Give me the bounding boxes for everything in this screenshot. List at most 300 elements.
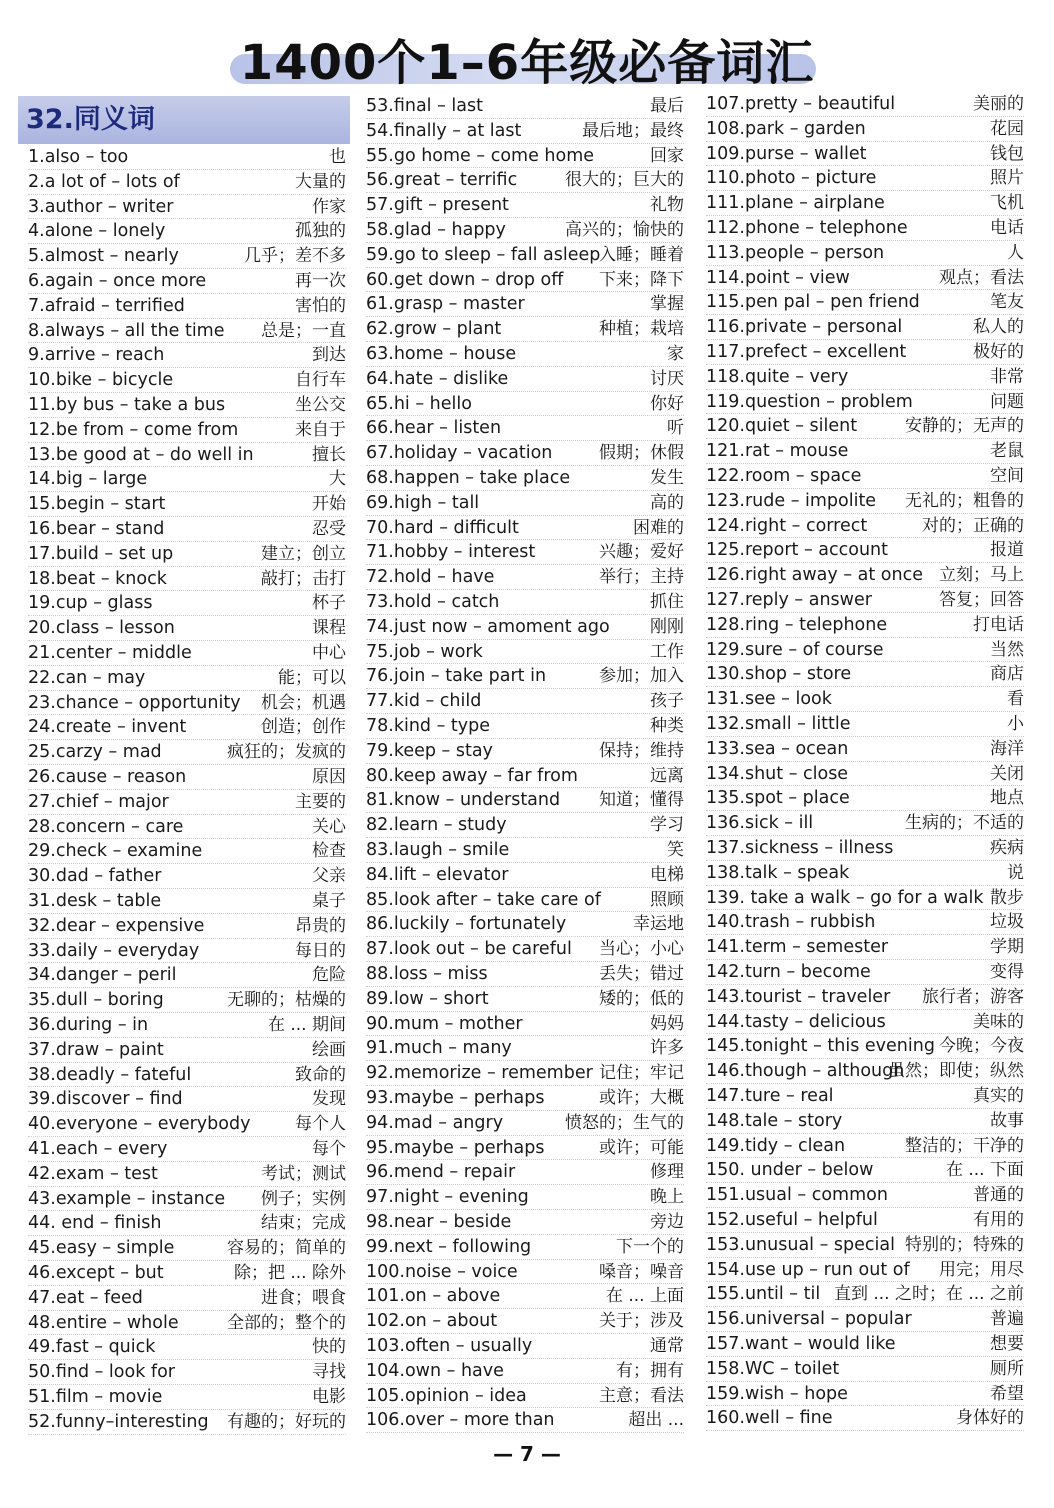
vocab-chinese: 美丽的: [973, 94, 1024, 114]
vocab-english: 1.also – too: [28, 147, 129, 167]
vocab-english: 51.film – movie: [28, 1387, 163, 1407]
vocab-entry: [706, 861, 1024, 886]
vocab-chinese: 种植；栽培: [599, 319, 684, 340]
vocab-english: 55.go home – come home: [366, 145, 595, 166]
vocab-chinese: 人: [1007, 242, 1024, 263]
vocab-entry: [366, 838, 684, 863]
vocab-entry: [366, 466, 684, 491]
vocab-english: 82.learn – study: [366, 815, 507, 836]
vocab-english: 139. take a walk – go for a walk: [706, 887, 984, 908]
vocab-chinese: 考试；测试: [261, 1163, 346, 1184]
vocab-english: 147.ture – real: [706, 1086, 834, 1106]
vocab-chinese: 除；把 ... 除外: [233, 1263, 346, 1283]
vocab-english: 148.tale – story: [706, 1110, 843, 1131]
vocab-entry: [706, 439, 1024, 464]
vocab-english: 115.pen pal – pen friend: [706, 292, 920, 313]
vocab-entry: [366, 1334, 684, 1359]
vocab-chinese: 孩子: [650, 691, 684, 712]
vocab-entry: [366, 441, 684, 466]
vocab-chinese: 大: [329, 469, 346, 490]
vocab-english: 8.always – all the time: [28, 320, 225, 341]
vocab-english: 21.center – middle: [28, 643, 192, 663]
vocab-english: 133.sea – ocean: [706, 738, 849, 759]
vocab-entry: [366, 1036, 684, 1061]
vocab-entry: [706, 786, 1024, 811]
vocab-entry: [28, 1087, 346, 1112]
vocab-entry: [366, 268, 684, 293]
vocab-english: 72.hold – have: [366, 567, 495, 588]
vocab-english: 47.eat – feed: [28, 1287, 143, 1308]
vocab-chinese: 当心；小心: [599, 939, 684, 960]
vocab-chinese: 用完；用尽: [939, 1259, 1024, 1280]
vocab-english: 140.trash – rubbish: [706, 912, 876, 933]
vocab-chinese: 主要的: [295, 791, 346, 812]
vocab-chinese: 立刻；马上: [939, 565, 1024, 586]
vocab-chinese: 看: [1007, 689, 1024, 710]
vocab-english: 103.often – usually: [366, 1336, 533, 1356]
vocab-entry: [28, 1311, 346, 1336]
vocab-entry: [366, 739, 684, 764]
vocab-english: 48.entire – whole: [28, 1312, 179, 1333]
vocab-chinese: 种类: [650, 716, 684, 736]
vocab-entry: [28, 715, 346, 740]
vocab-entry: [706, 241, 1024, 266]
vocab-chinese: 全部的；整个的: [227, 1312, 346, 1333]
vocab-entry: [28, 542, 346, 567]
vocab-english: 123.rude – impolite: [706, 490, 877, 511]
vocab-entry: [706, 315, 1024, 340]
vocab-chinese: 或许；可能: [599, 1137, 684, 1158]
vocab-chinese: 工作: [650, 641, 684, 662]
section-header: [18, 96, 350, 144]
vocab-english: 92.memorize – remember: [366, 1063, 593, 1084]
vocab-chinese: 每日的: [295, 940, 346, 961]
vocab-english: 19.cup – glass: [28, 593, 153, 614]
vocab-english: 117.prefect – excellent: [706, 342, 907, 362]
vocab-entry: [366, 367, 684, 392]
vocab-english: 52.funny–interesting: [28, 1411, 209, 1432]
vocab-english: 95.maybe – perhaps: [366, 1137, 545, 1158]
vocab-entry: [366, 292, 684, 317]
vocab-entry: [366, 516, 684, 541]
vocab-entry: [28, 1137, 346, 1162]
vocab-chinese: 地点: [990, 788, 1024, 809]
vocab-chinese: 最后地；最终: [582, 120, 684, 141]
vocab-entry: [706, 588, 1024, 613]
vocab-entry: [366, 491, 684, 516]
vocab-english: 79.keep – stay: [366, 740, 493, 761]
vocab-english: 131.see – look: [706, 689, 832, 710]
vocab-english: 122.room – space: [706, 466, 862, 486]
vocab-entry: [706, 563, 1024, 588]
vocab-english: 11.by bus – take a bus: [28, 395, 226, 415]
vocab-english: 121.rat – mouse: [706, 441, 849, 462]
vocab-english: 22.can – may: [28, 667, 146, 688]
vocab-chinese: 普遍: [990, 1309, 1024, 1330]
vocab-chinese: 旅行者；游客: [922, 986, 1024, 1007]
vocab-english: 156.universal – popular: [706, 1309, 912, 1330]
vocab-english: 111.plane – airplane: [706, 193, 885, 214]
vocab-chinese: 报道: [990, 540, 1024, 561]
vocab-english: 151.usual – common: [706, 1185, 888, 1206]
vocab-chinese: 电梯: [650, 864, 684, 885]
vocab-entry: [28, 740, 346, 765]
vocab-chinese: 检查: [312, 841, 346, 862]
vocab-chinese: 假期；休假: [599, 443, 684, 464]
vocab-entry: [28, 1410, 346, 1435]
vocab-chinese: 大量的: [295, 171, 346, 192]
vocab-english: 27.chief – major: [28, 791, 169, 812]
vocab-english: 3.author – writer: [28, 196, 174, 217]
vocab-english: 24.create – invent: [28, 717, 187, 738]
vocab-chinese: 家: [667, 344, 684, 364]
vocab-chinese: 坐公交: [295, 395, 346, 415]
vocab-chinese: 能；可以: [278, 667, 346, 688]
vocab-english: 64.hate – dislike: [366, 368, 509, 389]
vocab-chinese: 虽然；即使；纵然: [888, 1061, 1024, 1082]
vocab-english: 80.keep away – far from: [366, 765, 578, 786]
vocab-entry: [28, 219, 346, 244]
vocab-entry: [706, 886, 1024, 911]
vocab-english: 70.hard – difficult: [366, 517, 519, 538]
vocab-entry: [28, 691, 346, 716]
vocab-entry: [366, 1185, 684, 1210]
vocab-chinese: 私人的: [973, 317, 1024, 338]
vocab-chinese: 中心: [312, 643, 346, 663]
vocab-entry: [706, 737, 1024, 762]
vocab-entry: [366, 243, 684, 268]
vocab-english: 109.purse – wallet: [706, 143, 867, 164]
vocab-chinese: 花园: [990, 118, 1024, 139]
vocab-chinese: 发生: [650, 468, 684, 488]
vocab-english: 113.people – person: [706, 242, 885, 263]
vocab-english: 69.high – tall: [366, 492, 480, 513]
vocab-english: 63.home – house: [366, 344, 517, 364]
vocab-entry: [366, 1086, 684, 1111]
vocab-english: 87.look out – be careful: [366, 939, 572, 960]
vocab-entry: [706, 538, 1024, 563]
vocab-chinese: 入睡；睡着: [599, 244, 684, 265]
vocab-english: 104.own – have: [366, 1360, 504, 1381]
vocab-entry: [706, 1233, 1024, 1258]
vocab-chinese: 保持；维持: [599, 740, 684, 761]
vocab-english: 13.be good at – do well in: [28, 444, 254, 465]
vocab-entry: [366, 94, 684, 119]
vocab-chinese: 观点；看法: [939, 267, 1024, 288]
section-title: 32.同义词: [26, 104, 155, 135]
vocab-entry: [28, 269, 346, 294]
vocab-entry: [706, 290, 1024, 315]
vocab-english: 93.maybe – perhaps: [366, 1088, 545, 1108]
vocab-english: 73.hold – catch: [366, 592, 500, 612]
vocab-english: 18.beat – knock: [28, 568, 167, 589]
vocab-entry: [366, 1309, 684, 1334]
vocab-english: 26.cause – reason: [28, 767, 187, 787]
vocab-entry: [706, 811, 1024, 836]
vocab-entry: [706, 662, 1024, 687]
vocab-english: 125.report – account: [706, 540, 889, 561]
vocab-entry: [366, 1136, 684, 1161]
vocab-english: 144.tasty – delicious: [706, 1011, 886, 1032]
vocab-chinese: 快的: [312, 1337, 346, 1358]
vocab-english: 16.bear – stand: [28, 519, 165, 539]
vocab-chinese: 问题: [990, 391, 1024, 412]
vocab-entry: [28, 815, 346, 840]
vocab-entry: [28, 1286, 346, 1311]
vocab-english: 106.over – more than: [366, 1410, 555, 1431]
vocab-english: 75.job – work: [366, 641, 483, 662]
vocab-chinese: 普通的: [973, 1185, 1024, 1206]
vocab-entry: [366, 1061, 684, 1086]
vocab-chinese: 特别的；特殊的: [905, 1234, 1024, 1255]
vocab-chinese: 结束；完成: [261, 1213, 346, 1234]
vocab-english: 97.night – evening: [366, 1187, 529, 1208]
vocab-english: 35.dull – boring: [28, 990, 164, 1011]
vocab-english: 127.reply – answer: [706, 590, 872, 610]
vocab-entry: [366, 1384, 684, 1409]
vocab-chinese: 真实的: [973, 1086, 1024, 1106]
vocab-entry: [706, 1183, 1024, 1208]
vocab-entry: [366, 863, 684, 888]
vocab-entry: [28, 145, 346, 170]
vocab-english: 74.just now – amoment ago: [366, 616, 610, 637]
vocab-english: 142.turn – become: [706, 962, 871, 982]
vocab-chinese: 想要: [990, 1334, 1024, 1354]
vocab-english: 118.quite – very: [706, 366, 849, 387]
vocab-chinese: 海洋: [990, 738, 1024, 759]
vocab-english: 108.park – garden: [706, 118, 866, 139]
vocab-chinese: 极好的: [973, 342, 1024, 362]
vocab-entry: [366, 937, 684, 962]
vocab-entry: [366, 714, 684, 739]
vocab-english: 61.grasp – master: [366, 294, 525, 315]
vocab-entry: [706, 191, 1024, 216]
vocab-chinese: 兴趣；爱好: [599, 542, 684, 563]
vocab-chinese: 下来；降下: [599, 269, 684, 290]
vocab-english: 71.hobby – interest: [366, 542, 536, 563]
vocab-entry: [706, 910, 1024, 935]
vocab-chinese: 愤怒的；生气的: [565, 1112, 684, 1133]
vocab-entry: [706, 1258, 1024, 1283]
vocab-entry: [366, 392, 684, 417]
vocab-chinese: 刚刚: [650, 616, 684, 637]
vocab-chinese: 每个: [312, 1139, 346, 1159]
vocab-chinese: 忍受: [312, 519, 346, 539]
vocab-english: 91.much – many: [366, 1038, 512, 1059]
vocab-english: 107.pretty – beautiful: [706, 94, 896, 114]
page-header: [0, 14, 1054, 94]
vocab-english: 124.right – correct: [706, 515, 868, 536]
vocab-chinese: 原因: [312, 767, 346, 787]
vocab-entry: [28, 864, 346, 889]
vocab-entry: [366, 1408, 684, 1433]
vocab-entry: [706, 1282, 1024, 1307]
vocab-entry: [28, 616, 346, 641]
vocab-english: 65.hi – hello: [366, 393, 472, 414]
vocab-entry: [28, 666, 346, 691]
vocab-chinese: 开始: [312, 494, 346, 515]
vocab-english: 54.finally – at last: [366, 120, 522, 141]
vocab-chinese: 照片: [990, 168, 1024, 189]
vocab-chinese: 笑: [667, 840, 684, 860]
vocab-english: 130.shop – store: [706, 664, 852, 685]
vocab-chinese: 敲打；击打: [261, 568, 346, 589]
vocab-chinese: 矮的；低的: [599, 988, 684, 1009]
vocab-chinese: 笔友: [990, 292, 1024, 313]
vocab-english: 88.loss – miss: [366, 964, 488, 984]
vocab-entry: [28, 1385, 346, 1410]
vocab-chinese: 举行；主持: [599, 567, 684, 588]
vocab-entry: [366, 1160, 684, 1185]
vocab-chinese: 发现: [312, 1089, 346, 1110]
vocab-entry: [28, 1360, 346, 1385]
vocab-english: 7.afraid – terrified: [28, 295, 185, 316]
vocab-english: 100.noise – voice: [366, 1261, 518, 1282]
vocab-english: 154.use up – run out of: [706, 1259, 910, 1280]
vocab-entry: [706, 1134, 1024, 1159]
vocab-entry: [706, 1158, 1024, 1183]
vocab-entry: [706, 638, 1024, 663]
vocab-chinese: 有用的: [973, 1210, 1024, 1230]
vocab-english: 96.mend – repair: [366, 1162, 516, 1183]
vocab-entry: [28, 963, 346, 988]
vocab-english: 143.tourist – traveler: [706, 986, 891, 1007]
vocab-entry: [366, 962, 684, 987]
vocab-chinese: 下一个的: [616, 1236, 684, 1257]
vocab-chinese: 学期: [990, 937, 1024, 958]
vocab-chinese: 致命的: [295, 1064, 346, 1085]
vocab-entry: [706, 985, 1024, 1010]
vocab-english: 132.small – little: [706, 714, 851, 734]
vocab-english: 28.concern – care: [28, 816, 184, 837]
vocab-english: 98.near – beside: [366, 1212, 512, 1232]
vocab-english: 141.term – semester: [706, 937, 889, 958]
vocab-entry: [366, 540, 684, 565]
vocab-english: 149.tidy – clean: [706, 1135, 846, 1156]
vocab-english: 60.get down – drop off: [366, 269, 564, 290]
vocab-entry: [28, 195, 346, 220]
vocab-entry: [706, 1034, 1024, 1059]
vocab-english: 119.question – problem: [706, 391, 913, 412]
vocab-chinese: 几乎；差不多: [244, 246, 346, 267]
vocab-entry: [706, 687, 1024, 712]
vocab-chinese: 绘画: [312, 1039, 346, 1060]
vocab-entry: [366, 590, 684, 615]
vocab-entry: [366, 788, 684, 813]
vocab-entry: [366, 193, 684, 218]
vocab-chinese: 寻找: [312, 1362, 346, 1383]
vocab-entry: [706, 117, 1024, 142]
vocab-entry: [706, 92, 1024, 117]
vocab-entry: [366, 689, 684, 714]
vocab-chinese: 在 ... 下面: [945, 1160, 1024, 1181]
vocab-chinese: 回家: [650, 145, 684, 166]
vocab-chinese: 孤独的: [295, 221, 346, 242]
vocab-chinese: 主意；看法: [599, 1385, 684, 1406]
vocab-english: 134.shut – close: [706, 763, 849, 784]
vocab-chinese: 昂贵的: [295, 915, 346, 936]
vocab-chinese: 创造；创作: [261, 717, 346, 738]
vocab-english: 25.carzy – mad: [28, 742, 162, 763]
vocab-english: 158.WC – toilet: [706, 1358, 840, 1379]
vocab-english: 84.lift – elevator: [366, 864, 509, 885]
vocab-entry: [28, 839, 346, 864]
vocab-english: 39.discover – find: [28, 1089, 183, 1110]
vocab-entry: [706, 216, 1024, 241]
vocab-english: 9.arrive – reach: [28, 345, 165, 366]
vocab-english: 76.join – take part in: [366, 666, 547, 687]
vocab-entry: [706, 365, 1024, 390]
vocab-chinese: 故事: [990, 1110, 1024, 1131]
vocab-entry: [706, 1307, 1024, 1332]
vocab-english: 81.know – understand: [366, 790, 561, 811]
vocab-chinese: 商店: [990, 664, 1024, 685]
vocab-chinese: 散步: [990, 887, 1024, 908]
vocab-entry: [706, 1059, 1024, 1084]
vocab-english: 50.find – look for: [28, 1362, 175, 1383]
vocab-english: 14.big – large: [28, 469, 148, 490]
vocab-chinese: 直到 ... 之时；在 ... 之前: [833, 1284, 1024, 1305]
vocab-english: 42.exam – test: [28, 1163, 158, 1184]
vocab-chinese: 高的: [650, 492, 684, 513]
vocab-chinese: 照顾: [650, 889, 684, 910]
vocab-entry: [706, 464, 1024, 489]
vocab-chinese: 来自于: [295, 419, 346, 440]
vocab-english: 31.desk – table: [28, 891, 162, 911]
vocab-entry: [706, 266, 1024, 291]
vocab-entry: [28, 1261, 346, 1286]
vocab-entry: [706, 613, 1024, 638]
vocab-entry: [706, 340, 1024, 365]
vocab-chinese: 杯子: [312, 593, 346, 614]
vocab-chinese: 当然: [990, 639, 1024, 660]
vocab-english: 34.danger – peril: [28, 965, 177, 986]
vocab-entry: [366, 640, 684, 665]
vocab-english: 68.happen – take place: [366, 468, 571, 488]
vocab-entry: [28, 170, 346, 195]
vocab-chinese: 无礼的；粗鲁的: [905, 490, 1024, 511]
vocab-chinese: 空间: [990, 466, 1024, 486]
vocab-chinese: 你好: [650, 393, 684, 414]
vocab-entry: [706, 390, 1024, 415]
vocab-english: 90.mum – mother: [366, 1013, 523, 1034]
vocab-entry: [366, 144, 684, 169]
vocab-english: 112.phone – telephone: [706, 218, 908, 238]
vocab-entry: [28, 368, 346, 393]
vocab-chinese: 讨厌: [650, 368, 684, 389]
vocab-entry: [706, 142, 1024, 167]
vocab-entry: [706, 762, 1024, 787]
vocab-chinese: 嗓音；噪音: [599, 1261, 684, 1282]
vocab-entry: [706, 836, 1024, 861]
vocab-chinese: 参加；加入: [599, 666, 684, 687]
vocab-entry: [706, 1084, 1024, 1109]
vocab-english: 94.mad – angry: [366, 1112, 504, 1133]
vocab-english: 126.right away – at once: [706, 565, 923, 586]
vocab-english: 43.example – instance: [28, 1188, 226, 1209]
vocab-chinese: 高兴的；愉快的: [565, 220, 684, 240]
vocab-chinese: 记住；牢记: [599, 1063, 684, 1084]
vocab-entry: [28, 988, 346, 1013]
vocab-entry: [28, 641, 346, 666]
vocab-english: 6.again – once more: [28, 271, 207, 291]
vocab-entry: [28, 418, 346, 443]
vocab-chinese: 抓住: [650, 592, 684, 612]
vocab-entry: [28, 1162, 346, 1187]
vocab-entry: [28, 591, 346, 616]
vocab-chinese: 许多: [650, 1038, 684, 1059]
vocab-chinese: 最后: [650, 96, 684, 116]
